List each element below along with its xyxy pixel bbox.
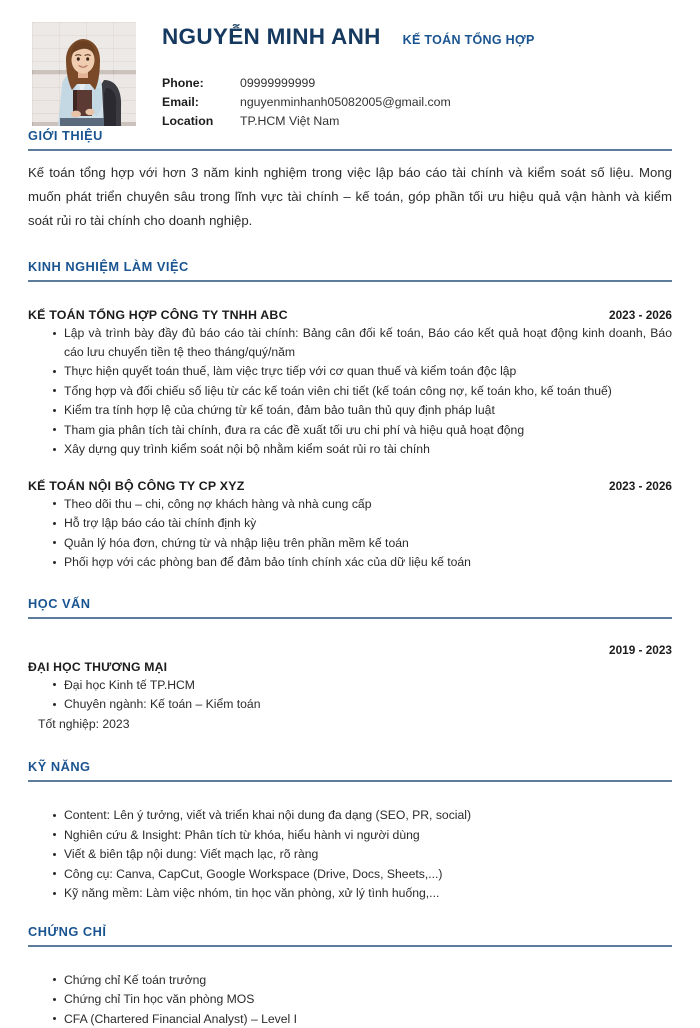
section-divider-experience [28,280,672,282]
person-illustration [32,38,136,126]
education-bullet-list [28,676,672,714]
section-experience [28,259,672,572]
list-item: Viết & biên tập nội dung: Viết mạch lạc, rõ ràng [53,845,672,864]
profile-photo [32,22,136,126]
list-item: Content: Lên ý tưởng, viết và triển khai nội dung đa dạng (SEO, PR, social) [53,806,672,825]
email-value[interactable]: nguyenminhanh05082005@gmail.com [240,93,451,112]
list-item: Thực hiện quyết toán thuế, làm việc trực tiếp với cơ quan thuế và kiểm toán độc lập [53,362,672,381]
list-item: Tham gia phân tích tài chính, đưa ra các đề xuất tối ưu chi phí và hiệu quả hoạt động [53,421,672,440]
list-item: Lập và trình bày đầy đủ báo cáo tài chính: Bảng cân đối kế toán, Báo cáo kết quả hoạt động kinh doanh, Báo cáo lưu chuyển tiền tệ theo tháng/quý/năm [53,324,672,361]
section-heading-certificates: CHỨNG CHỈ [28,924,672,939]
experience-item [28,308,672,459]
experience-header [28,308,672,322]
phone-value[interactable]: 09999999999 [240,74,315,93]
list-item: Chứng chỉ Tin học văn phòng MOS [53,990,672,1009]
candidate-role: KẾ TOÁN TỔNG HỢP [403,33,535,47]
contact-row-phone [162,74,672,93]
intro-paragraph: Kế toán tổng hợp với hơn 3 năm kinh nghiệm trong việc lập báo cáo tài chính và kiểm soát số liệu. Mong muốn phát triển chuyên sâu trong lĩnh vực tài chính – kế toán, góp phần tối ưu hiệu quả vận hành và kiểm soát rủi ro tài chính cho doanh nghiệp. [28,161,672,233]
list-item: Nghiên cứu & Insight: Phân tích từ khóa, hiểu hành vi người dùng [53,826,672,845]
experience-item [28,479,672,572]
experience-date: 2023 - 2026 [609,308,672,322]
section-heading-education: HỌC VẤN [28,596,672,611]
name-row [162,24,672,50]
location-label: Location [162,112,240,131]
contact-row-location [162,112,672,131]
list-item: Chuyên ngành: Kế toán – Kiểm toán [53,695,672,714]
location-value: TP.HCM Việt Nam [240,112,339,131]
contact-row-email [162,93,672,112]
list-item: CFA (Chartered Financial Analyst) – Level I [53,1010,672,1028]
contact-block [162,74,672,131]
section-certificates [28,924,672,1028]
list-item: Xây dựng quy trình kiểm soát nội bộ nhằm kiểm soát rủi ro tài chính [53,440,672,459]
section-heading-skills: KỸ NĂNG [28,759,672,774]
list-item: Kỹ năng mềm: Làm việc nhóm, tin học văn phòng, xử lý tình huống,... [53,884,672,903]
section-divider-intro [28,149,672,151]
certificates-bullet-list [28,971,672,1028]
section-education [28,596,672,734]
list-item: Tổng hợp và đối chiếu số liệu từ các kế toán viên chi tiết (kế toán công nợ, kế toán kho, kế toán thuế) [53,382,672,401]
list-item: Hỗ trợ lập báo cáo tài chính định kỳ [53,514,672,533]
section-heading-experience: KINH NGHIỆM LÀM VIỆC [28,259,672,274]
candidate-name: NGUYỄN MINH ANH [162,24,381,50]
education-school: ĐẠI HỌC THƯƠNG MẠI [28,660,672,674]
cv-header [28,0,672,128]
section-heading-intro: GIỚI THIỆU [28,128,672,143]
section-divider-education [28,617,672,619]
experience-date: 2023 - 2026 [609,479,672,493]
education-date: 2019 - 2023 [28,643,672,657]
section-divider-certificates [28,945,672,947]
section-intro [28,128,672,233]
list-item: Kiểm tra tính hợp lệ của chứng từ kế toán, đảm bảo tuân thủ quy định pháp luật [53,401,672,420]
phone-label: Phone: [162,74,240,93]
list-item: Phối hợp với các phòng ban để đảm bảo tính chính xác của dữ liệu kế toán [53,553,672,572]
list-item: Quản lý hóa đơn, chứng từ và nhập liệu trên phần mềm kế toán [53,534,672,553]
section-skills [28,759,672,903]
experience-header [28,479,672,493]
email-label: Email: [162,93,240,112]
skills-bullet-list [28,806,672,903]
list-item: Chứng chỉ Kế toán trưởng [53,971,672,990]
experience-title: KẾ TOÁN NỘI BỘ CÔNG TY CP XYZ [28,479,244,493]
education-graduation: Tốt nghiệp: 2023 [28,715,672,734]
experience-bullet-list [28,324,672,459]
section-divider-skills [28,780,672,782]
header-text-block [136,22,672,131]
list-item: Công cụ: Canva, CapCut, Google Workspace (Drive, Docs, Sheets,...) [53,865,672,884]
list-item: Đại học Kinh tế TP.HCM [53,676,672,695]
experience-title: KẾ TOÁN TỔNG HỢP CÔNG TY TNHH ABC [28,308,288,322]
experience-bullet-list [28,495,672,572]
list-item: Theo dõi thu – chi, công nợ khách hàng và nhà cung cấp [53,495,672,514]
